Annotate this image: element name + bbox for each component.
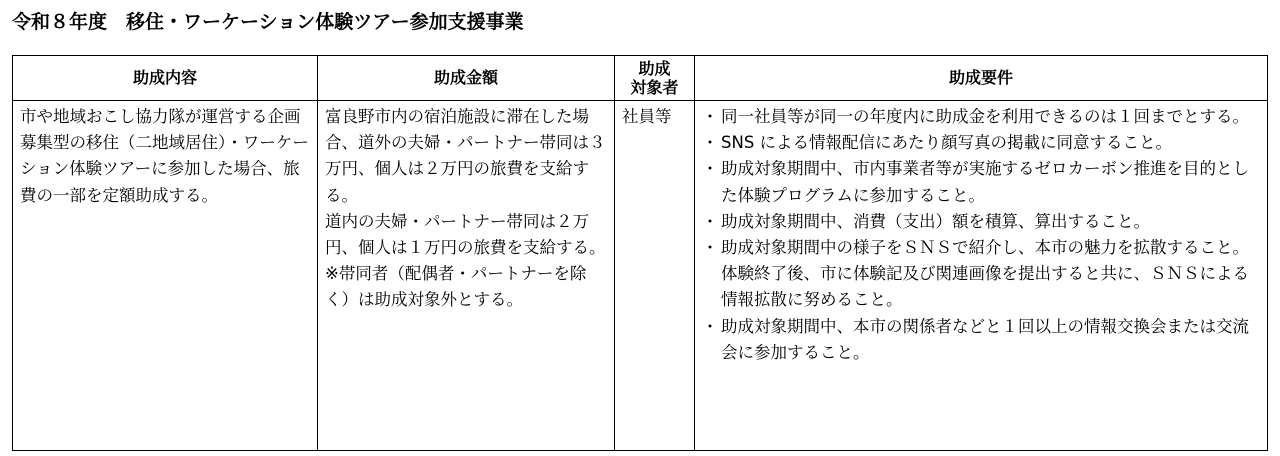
target-cell <box>615 101 695 451</box>
requirement-text: 助成対象期間中、市内事業者等が実施するゼロカーボン推進を目的とした体験プログラムに参加すること。 <box>721 159 1249 205</box>
bullet-mark: ・ <box>701 316 719 336</box>
content-text: 市や地域おこし協力隊が運営する企画募集型の移住（二地域居住）・ワーケーション体験ツアーに参加した場合、旅費の一部を定額助成する。 <box>20 107 309 205</box>
amount-paragraph: 道内の夫婦・パートナー帯同は２万円、個人は１万円の旅費を支給する。 <box>325 211 606 258</box>
bullet-mark: ・ <box>701 133 719 153</box>
subsidy-table <box>12 55 1268 451</box>
list-item <box>699 209 1261 235</box>
requirements-cell <box>695 101 1268 451</box>
amount-text <box>318 101 614 314</box>
header-target <box>615 56 695 101</box>
header-target-line2: 対象者 <box>630 78 679 97</box>
header-content: 助成内容 <box>13 56 318 101</box>
bullet-mark: ・ <box>701 238 719 258</box>
list-item <box>699 235 1261 314</box>
requirement-text: 助成対象期間中の様子をＳＮＳで紹介し、本市の魅力を拡散すること。体験終了後、市に体験記及び関連画像を提出すると共に、ＳＮＳによる情報拡散に努めること。 <box>721 238 1249 310</box>
header-row <box>13 56 1268 101</box>
target-text: 社員等 <box>622 107 672 126</box>
bullet-mark: ・ <box>701 211 719 231</box>
content-cell <box>13 101 318 451</box>
header-requirements: 助成要件 <box>695 56 1268 101</box>
amount-paragraph: 富良野市内の宿泊施設に滞在した場合、道外の夫婦・パートナー帯同は３万円、個人は２万円の旅費を支給する。 <box>325 107 606 205</box>
requirement-text: SNS による情報配信にあたり顔写真の掲載に同意すること。 <box>721 133 1173 153</box>
table-row <box>13 101 1268 451</box>
header-amount: 助成金額 <box>318 56 615 101</box>
list-item <box>699 156 1261 208</box>
list-item <box>699 314 1261 366</box>
amount-paragraph: ※帯同者（配偶者・パートナーを除く）は助成対象外とする。 <box>325 264 587 310</box>
page-title: 令和８年度 移住・ワーケーション体験ツアー参加支援事業 <box>12 11 524 33</box>
amount-cell <box>318 101 615 451</box>
requirement-text: 助成対象期間中、本市の関係者などと１回以上の情報交換会または交流会に参加すること。 <box>721 316 1249 362</box>
requirements-list <box>695 101 1267 366</box>
list-item <box>699 130 1261 156</box>
requirement-text: 助成対象期間中、消費（支出）額を積算、算出すること。 <box>721 211 1150 231</box>
bullet-mark: ・ <box>701 107 719 126</box>
requirement-text: 同一社員等が同一の年度内に助成金を利用できるのは１回までとする。 <box>721 107 1249 126</box>
header-target-line1: 助成 <box>638 59 671 78</box>
bullet-mark: ・ <box>701 159 719 179</box>
list-item <box>699 104 1261 130</box>
